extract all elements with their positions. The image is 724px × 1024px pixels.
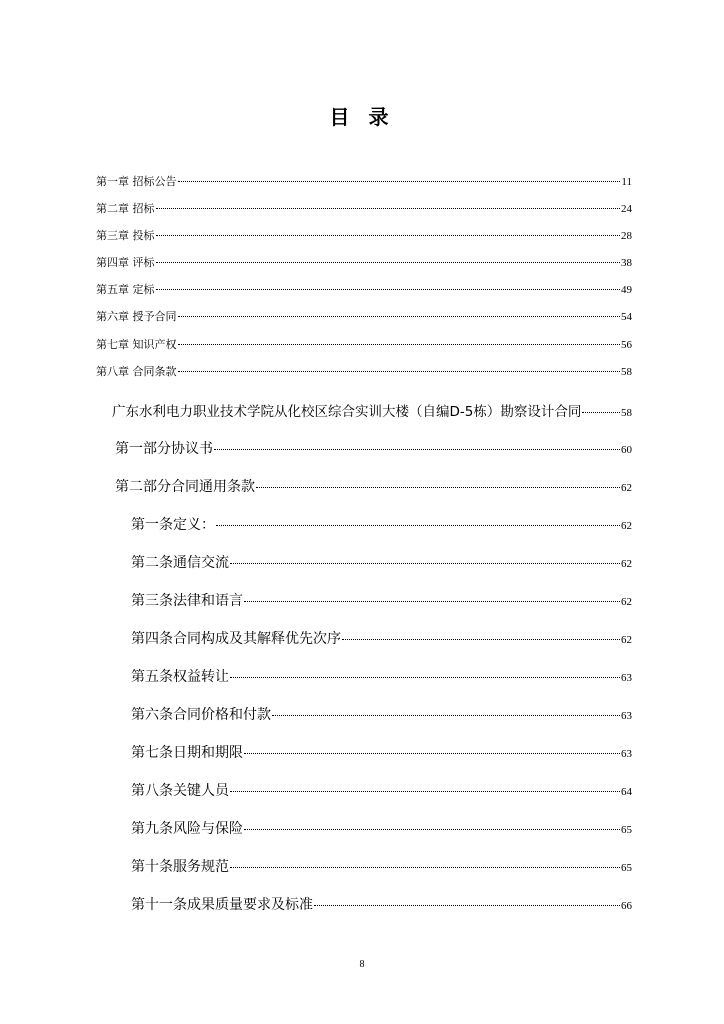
toc-entry-label: 广东水利电力职业技术学院从化校区综合实训大楼（自编D-5栋）勘察设计合同 [112,404,582,420]
toc-entry-article-3[interactable] [131,590,632,610]
toc-entry-chapter-6[interactable] [96,308,632,324]
toc-entry-page: 38 [621,257,632,269]
dot-leader [230,563,620,564]
toc-entry-label: 第八条关键人员 [131,783,229,799]
toc-entry-article-11[interactable] [131,894,632,914]
toc-entry-page: 56 [621,339,632,351]
toc-entry-label: 第七条日期和期限 [131,745,243,761]
toc-entry-page: 24 [621,203,632,215]
toc-entry-page: 60 [621,444,632,456]
toc-entry-page: 64 [621,786,632,798]
toc-entry-page: 58 [621,366,632,378]
toc-entry-article-7[interactable] [131,742,632,762]
dot-leader [272,715,620,716]
page-number: 8 [359,959,365,970]
dot-leader [156,262,621,263]
toc-entry-chapter-1[interactable] [96,173,632,189]
toc-entry-article-6[interactable] [131,704,632,724]
toc-entry-page: 65 [621,862,632,874]
toc-entry-page: 62 [621,482,632,494]
toc-entry-label: 第二部分合同通用条款 [115,479,255,495]
toc-entry-label: 第四条合同构成及其解释优先次序 [131,631,341,647]
toc-entry-article-10[interactable] [131,856,632,876]
dot-leader [178,371,621,372]
dot-leader [178,181,621,182]
toc-entry-label: 第五章 定标 [96,283,155,296]
toc-entry-label: 第十一条成果质量要求及标准 [131,897,313,913]
dot-leader [230,867,620,868]
toc-entry-article-5[interactable] [131,666,632,686]
toc-entry-article-1[interactable] [131,514,632,534]
toc-entry-article-2[interactable] [131,552,632,572]
dot-leader [244,601,620,602]
toc-entry-page: 62 [621,520,632,532]
toc-entry-chapter-8[interactable] [96,363,632,379]
dot-leader [314,905,620,906]
toc-entry-page: 28 [621,230,632,242]
toc-entry-page: 62 [621,634,632,646]
page-title: 目 录 [329,105,395,129]
dot-leader [244,829,620,830]
toc-entry-page: 63 [621,710,632,722]
toc-entry-part-1[interactable] [115,438,632,458]
toc-entry-page: 63 [621,672,632,684]
toc-entry-article-8[interactable] [131,780,632,800]
toc-entry-label: 第二条通信交流 [131,555,229,571]
toc-entry-part-2[interactable] [115,476,632,496]
toc-entry-label: 第三章 投标 [96,229,155,242]
toc-entry-label: 第六章 授予合同 [96,310,177,323]
toc-entry-page: 49 [621,284,632,296]
toc-entry-page: 58 [621,407,632,419]
toc-entry-page: 65 [621,824,632,836]
toc-entry-label: 第一条定义： [131,517,215,533]
dot-leader [156,208,621,209]
toc-entry-article-9[interactable] [131,818,632,838]
dot-leader [256,487,620,488]
toc-entry-page: 62 [621,596,632,608]
toc-entry-label: 第七章 知识产权 [96,338,177,351]
toc-entry-article-4[interactable] [131,628,632,648]
toc-entry-chapter-5[interactable] [96,281,632,297]
toc-entry-page: 11 [621,176,632,188]
dot-leader [216,525,620,526]
toc-entry-chapter-4[interactable] [96,254,632,270]
dot-leader [178,316,621,317]
dot-leader [244,753,620,754]
toc-entry-chapter-7[interactable] [96,336,632,352]
dot-leader [156,235,621,236]
dot-leader [156,289,621,290]
toc-entry-label: 第六条合同价格和付款 [131,707,271,723]
toc-entry-label: 第二章 招标 [96,202,155,215]
toc-entry-label: 第三条法律和语言 [131,593,243,609]
toc-entry-page: 66 [621,900,632,912]
toc-entry-label: 第一章 招标公告 [96,175,177,188]
toc-entry-chapter-2[interactable] [96,200,632,216]
toc-entry-label: 第五条权益转让 [131,669,229,685]
toc-entry-label: 第十条服务规范 [131,859,229,875]
dot-leader [214,449,620,450]
toc-entry-contract[interactable] [112,400,632,420]
toc-entry-label: 第八章 合同条款 [96,365,177,378]
toc-entry-page: 62 [621,558,632,570]
toc-entry-label: 第九条风险与保险 [131,821,243,837]
dot-leader [230,791,620,792]
toc-entry-page: 63 [621,748,632,760]
dot-leader [582,412,620,413]
dot-leader [178,344,621,345]
toc-entry-chapter-3[interactable] [96,227,632,243]
toc-entry-label: 第一部分协议书 [115,441,213,457]
dot-leader [342,639,620,640]
toc-entry-page: 54 [621,311,632,323]
dot-leader [230,677,620,678]
toc-entry-label: 第四章 评标 [96,256,155,269]
